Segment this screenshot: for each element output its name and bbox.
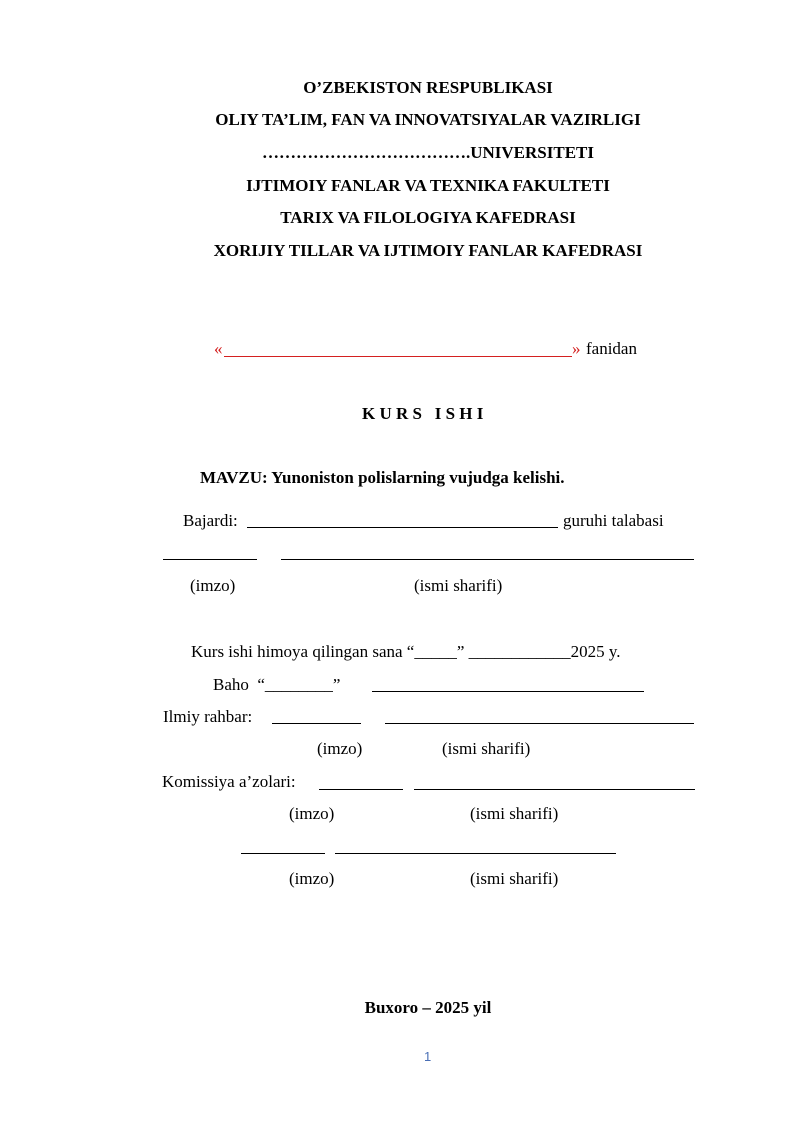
subject-suffix: fanidan [586,339,637,358]
commission-name-caption-2: (ismi sharifi) [470,869,559,888]
topic-line: MAVZU: Yunoniston polislarning vujudga kelishi. [200,468,565,487]
performer-name-line [281,559,694,560]
page-number: 1 [424,1049,432,1064]
commission-signature-caption-2: (imzo) [289,869,335,888]
grade-blank-line [372,691,644,692]
commission-name-caption-1: (ismi sharifi) [470,804,559,823]
commission-label: Komissiya a’zolari: [162,772,296,791]
subject-blank-line [224,356,572,357]
place-year: Buxoro – 2025 yil [364,998,492,1017]
ministry-line-2: OLIY TA’LIM, FAN VA INNOVATSIYALAR VAZIRLIGI [215,110,641,129]
commission-signature-caption-1: (imzo) [289,804,335,823]
supervisor-name-line [385,723,694,724]
ministry-line-1: O’ZBEKISTON RESPUBLIKASI [303,78,553,97]
commission-signature-line-2 [241,853,325,854]
commission-signature-line-1 [319,789,403,790]
supervisor-signature-line [272,723,361,724]
university-line: ……………………………….UNIVERSITETI [261,143,594,162]
defense-date-line: Kurs ishi himoya qilingan sana “_____” ____________2025 y. [191,642,621,661]
performer-signature-line [163,559,257,560]
department-line-1: TARIX VA FILOLOGIYA KAFEDRASI [280,208,576,227]
commission-name-line-1 [414,789,695,790]
group-blank-line [247,527,558,528]
performer-signature-caption: (imzo) [190,576,236,595]
supervisor-signature-caption: (imzo) [317,739,363,758]
document-title: K U R S I S H I [362,404,484,423]
supervisor-name-caption: (ismi sharifi) [442,739,531,758]
subject-open-quote: « [214,339,223,358]
grade-line: Baho “________” [213,675,341,694]
performer-label: Bajardi: [183,511,238,530]
performer-suffix: guruhi talabasi [563,511,664,530]
supervisor-label: Ilmiy rahbar: [163,707,253,726]
subject-close-quote: » [572,339,581,358]
faculty-line: IJTIMOIY FANLAR VA TEXNIKA FAKULTETI [246,176,610,195]
commission-name-line-2 [335,853,616,854]
performer-name-caption: (ismi sharifi) [414,576,503,595]
department-line-2: XORIJIY TILLAR VA IJTIMOIY FANLAR KAFEDRASI [213,241,643,260]
